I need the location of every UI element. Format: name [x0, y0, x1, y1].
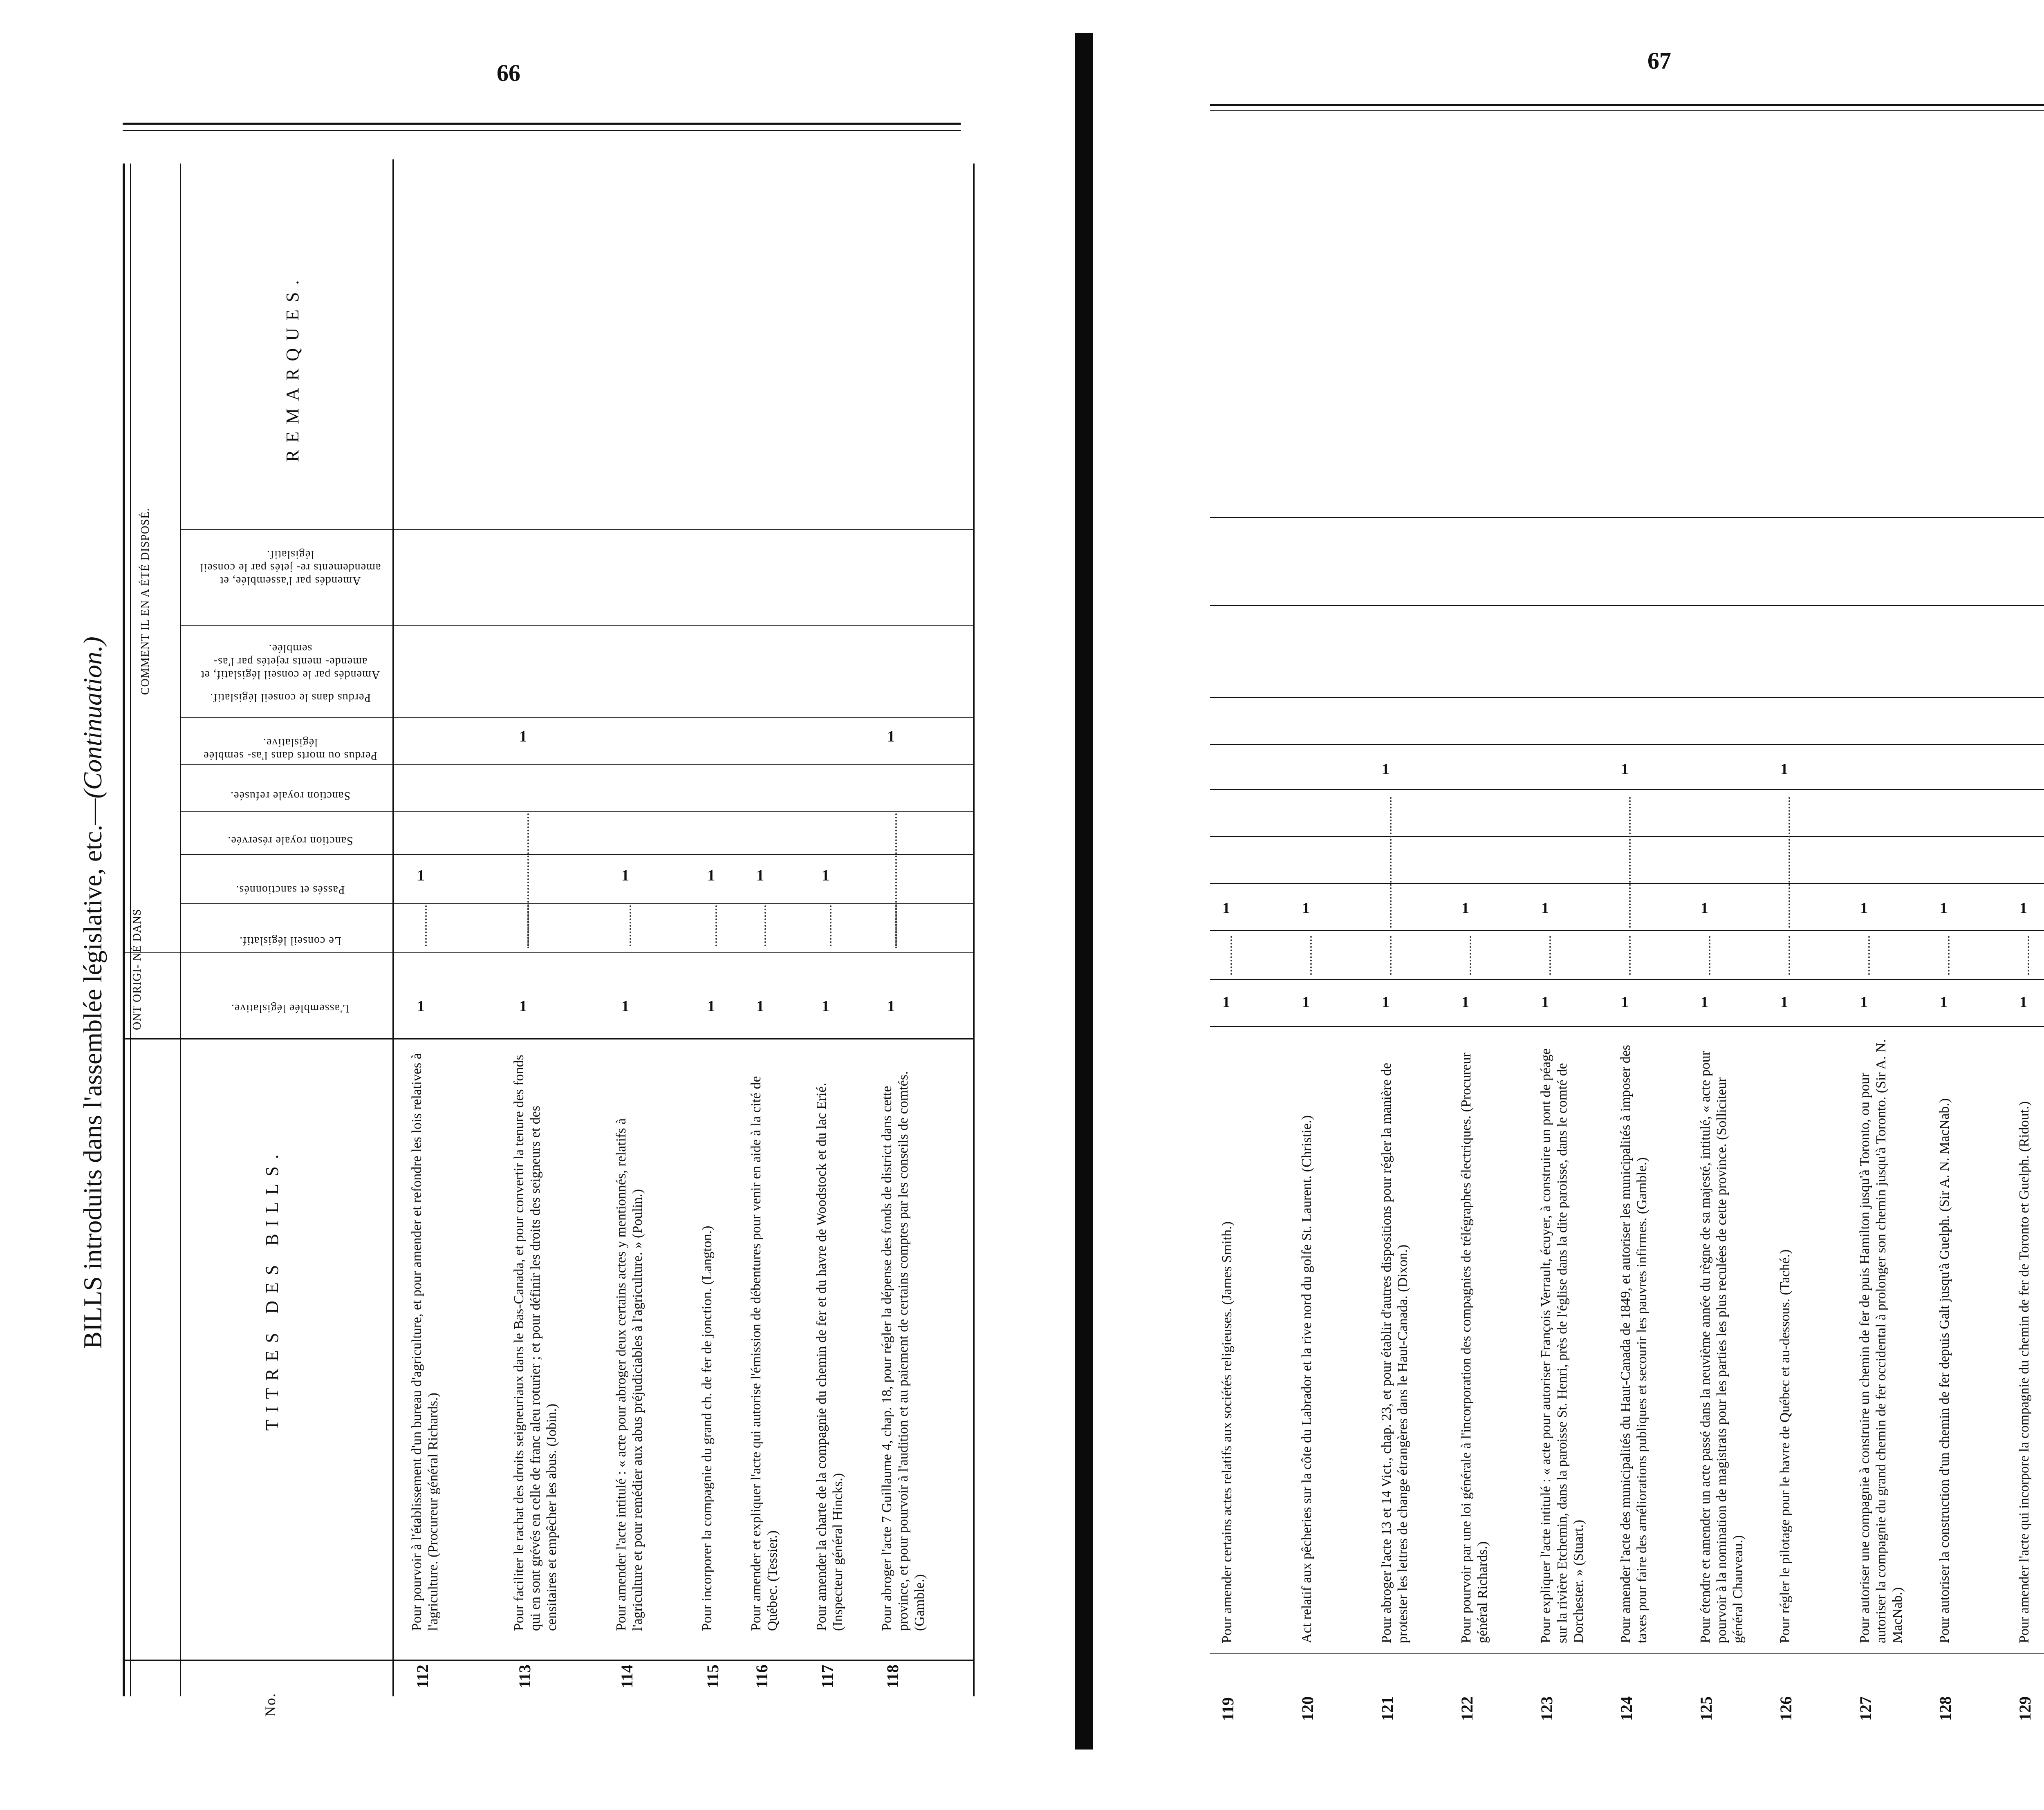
titles-col-divider	[123, 1038, 975, 1039]
row-number: 126	[1777, 1696, 1795, 1721]
dots-conseil	[830, 905, 831, 946]
mark-passes: 1	[621, 867, 629, 884]
right-col-line-8	[1210, 979, 2044, 980]
mark-assemblee: 1	[1780, 994, 1788, 1011]
mark-perdus: 1	[1382, 761, 1390, 778]
mark-perdus: 1	[519, 728, 527, 745]
col-line-8	[180, 529, 975, 530]
dots-conseil	[1868, 936, 1870, 975]
page-title-left: BILLS introduits dans l'assemblée législative, etc.—(Continuation.)	[78, 636, 107, 1349]
header-perdus-assemblee: Perdus ou morts dans l'as- semblée législative.	[203, 736, 377, 762]
row-title: Pour pourvoir à l'établissement d'un bureau d'agriculture, et pour amender et refondre les lois relatives à l'agriculture. (Procureur général Richards.)	[409, 1053, 441, 1631]
col-line-6	[180, 717, 975, 718]
table-right-edge	[973, 164, 975, 1696]
mark-assemblee: 1	[417, 998, 425, 1015]
row-number: 112	[413, 1664, 432, 1688]
col-line-7	[180, 625, 975, 626]
row-number: 114	[618, 1664, 636, 1688]
header-col-divider	[180, 164, 181, 1696]
dots-passes	[1629, 797, 1631, 928]
row-number: 129	[2016, 1696, 2034, 1721]
mark-passes: 1	[1860, 900, 1868, 917]
dots-conseil	[715, 905, 717, 946]
right-col-line-2	[1210, 697, 2044, 698]
mark-assemblee: 1	[2019, 994, 2027, 1011]
row-number: 113	[515, 1664, 534, 1688]
mark-passes: 1	[822, 867, 829, 884]
dots-passes	[895, 813, 897, 948]
col-line-1	[123, 952, 975, 953]
row-number: 120	[1298, 1696, 1317, 1721]
dots-conseil	[425, 905, 427, 946]
header-perdus-conseil: Perdus dans le conseil législatif.	[209, 691, 371, 704]
col-line-4	[180, 811, 975, 812]
mark-passes: 1	[1541, 900, 1549, 917]
header-sanction-refusee: Sanction royale refusée.	[230, 789, 350, 802]
table-left-border	[123, 164, 125, 1696]
header-conseil: Le conseil législatif.	[239, 934, 341, 947]
row-title: Pour autoriser une compagnie à construire un chemin de fer de puis Hamilton jusqu'à Toronto, ou pour autoriser la compagnie du grand chemin de fer occidental à prolonger son chemin jusqu'à Toronto. (Sir A. N. MacNab.)	[1857, 1039, 1905, 1643]
mark-assemblee: 1	[1541, 994, 1549, 1011]
page-number-right: 67	[1647, 47, 1671, 74]
dots-conseil	[1230, 936, 1232, 975]
right-col-line-1	[1210, 605, 2044, 606]
row-number: 122	[1458, 1696, 1476, 1721]
mark-assemblee: 1	[707, 998, 715, 1015]
mark-assemblee: 1	[1222, 994, 1230, 1011]
right-col-line-5	[1210, 836, 2044, 837]
row-number: 121	[1378, 1696, 1396, 1721]
row-title: Act relatif aux pêcheries sur la côte du Labrador et la rive nord du golfe St. Laurent. (Christie.)	[1299, 1115, 1314, 1643]
right-col-line-3	[1210, 744, 2044, 745]
dots-conseil	[1788, 936, 1790, 975]
row-number: 124	[1617, 1696, 1636, 1721]
header-amendes-assemblee: Amendés par l'assemblée, et amendements re- jetés par le conseil législatif.	[199, 548, 381, 587]
row-number: 128	[1936, 1696, 1954, 1721]
dots-passes	[1390, 797, 1392, 928]
mark-assemblee: 1	[1701, 994, 1708, 1011]
mark-assemblee: 1	[1940, 994, 1948, 1011]
page-gutter	[1075, 33, 1093, 1750]
dots-passes	[527, 813, 529, 948]
row-number: 116	[753, 1664, 771, 1688]
row-title: Pour autoriser la construction d'un chemin de fer depuis Galt jusqu'à Guelph. (Sir A. N. MacNab.)	[1937, 1098, 1952, 1643]
row-title: Pour amender certains actes relatifs aux sociétés religieuses. (James Smith.)	[1219, 1221, 1235, 1643]
right-col-line-6	[1210, 883, 2044, 884]
top-rule-right-2	[1210, 110, 2044, 111]
row-title: Pour amender l'acte qui incorpore la compagnie du chemin de fer de Toronto et Guelph. (Ridout.)	[2017, 1101, 2032, 1643]
header-bottom-line	[392, 159, 394, 1696]
row-title: Pour abroger l'acte 13 et 14 Vict., chap. 23, et pour établir d'autres dispositions pour régler la manière de protester les lettres de change étrangères dans le Haut-Canada. (Dixon.)	[1379, 1062, 1410, 1643]
dots-conseil	[2028, 936, 2029, 975]
row-number: 125	[1697, 1696, 1715, 1721]
row-title: Pour amender l'acte des municipalités du Haut-Canada de 1849, et autoriser les municipalités à imposer des taxes pour faire des améliorations publiques et secourir les pauvres infirmes. (Gamble.)	[1618, 1045, 1650, 1643]
right-col-line-4	[1210, 789, 2044, 790]
dots-conseil	[1549, 936, 1551, 975]
row-title: Pour amender l'acte intitulé : « acte pour abroger deux certains actes y mentionnés, relatifs à l'agriculture et pour remédier aux abus préjudiciables à l'agriculture. » (Poulin.)	[614, 1118, 645, 1631]
header-comment: COMMENT IL EN A ÉTÉ DISPOSÉ.	[139, 508, 152, 695]
mark-passes: 1	[1461, 900, 1469, 917]
no-col-divider	[123, 1660, 975, 1661]
dots-passes	[1788, 797, 1790, 928]
mark-assemblee: 1	[1621, 994, 1629, 1011]
mark-assemblee: 1	[756, 998, 764, 1015]
mark-passes: 1	[756, 867, 764, 884]
row-number: 119	[1219, 1697, 1237, 1721]
mark-passes: 1	[2019, 900, 2027, 917]
mark-passes: 1	[707, 867, 715, 884]
mark-perdus: 1	[887, 728, 895, 745]
right-col-line-7	[1210, 930, 2044, 931]
header-titres: TITRES DES BILLS.	[262, 1147, 282, 1431]
dots-conseil	[630, 905, 631, 946]
row-title: Pour expliquer l'acte intitulé : « acte pour autoriser François Verrault, écuyer, à construire un pont de péage sur la rivière Etchemin, dans la paroisse St. Henri, près de l'église dans la dite paroisse, dans le comté de Dorchester. » (Stuart.)	[1538, 1048, 1586, 1643]
mark-passes: 1	[1222, 900, 1230, 917]
row-title: Pour pourvoir par une loi générale à l'incorporation des compagnies de télégraphes électriques. (Procureur général Richards.)	[1459, 1053, 1490, 1643]
dots-conseil	[1390, 936, 1392, 975]
col-line-3	[180, 854, 975, 855]
header-amendes-conseil: Amendés par le conseil législatif, et amende- ments rejetés par l'as- semblée.	[200, 642, 380, 681]
row-title: Pour étendre et amender un acte passé dans la neuvième année du règne de sa majesté, intitulé, « acte pour pourvoir à la nomination de magistrats pour les parties les plus reculées de cette province. (Solliciteur général Chauveau.)	[1698, 1051, 1746, 1643]
row-number: 118	[883, 1664, 902, 1688]
row-number: 115	[704, 1664, 722, 1688]
dots-conseil	[1629, 936, 1631, 975]
row-number: 123	[1537, 1696, 1556, 1721]
mark-assemblee: 1	[1461, 994, 1469, 1011]
dots-conseil	[1948, 936, 1950, 975]
mark-assemblee: 1	[1302, 994, 1310, 1011]
right-titles-line	[1210, 1653, 2044, 1654]
mark-perdus: 1	[1780, 761, 1788, 778]
mark-assemblee: 1	[887, 998, 895, 1015]
dots-conseil	[1310, 936, 1312, 975]
row-title: Pour abroger l'acte 7 Guillaume 4, chap. 18, pour régler la dépense des fonds de district dans cette province, et pour pourvoir à l'audition et au paiement de certains comptes par les conseils de comtés. (Gamble.)	[879, 1071, 927, 1631]
top-rule-left-2	[123, 130, 961, 131]
mark-passes: 1	[1701, 900, 1708, 917]
page-number-left: 66	[497, 60, 520, 86]
dots-conseil	[1470, 936, 1471, 975]
mark-assemblee: 1	[519, 998, 527, 1015]
header-assemblee: L'assemblée législative.	[231, 1002, 350, 1015]
col-line-2	[180, 903, 975, 904]
right-col-line-9	[1210, 1026, 2044, 1027]
mark-passes: 1	[1302, 900, 1310, 917]
row-title: Pour amender la charte de la compagnie du chemin de fer et du havre de Woodstock et du lac Erié. (Inspecteur général Hincks.)	[814, 1083, 845, 1631]
header-sanction-reservee: Sanction royale réservée.	[227, 834, 353, 847]
right-header-line	[1210, 517, 2044, 518]
header-ont-origine: ONT ORIGI- NÉ DANS	[131, 909, 143, 1030]
mark-assemblee: 1	[621, 998, 629, 1015]
row-title: Pour amender et expliquer l'acte qui autorise l'émission de débentures pour venir en aide à la cité de Québec. (Tessier.)	[749, 1076, 780, 1631]
row-title: Pour incorporer la compagnie du grand ch. de fer de jonction. (Langton.)	[699, 1225, 715, 1631]
row-title: Pour faciliter le rachat des droits seigneuriaux dans le Bas-Canada, et pour convertir la tenure des fonds qui en sont grévés en celle de franc aleu roturier ; et pour définir les droits des seigneurs et des censitaires et empêcher les abus. (Jobin.)	[511, 1055, 559, 1631]
top-rule-left	[123, 123, 961, 125]
header-passes: Passés et sanctionnés.	[235, 883, 345, 896]
header-no: No.	[262, 1693, 278, 1717]
mark-assemblee: 1	[1860, 994, 1868, 1011]
mark-assemblee: 1	[1382, 994, 1390, 1011]
dots-conseil	[764, 905, 766, 946]
mark-passes: 1	[417, 867, 425, 884]
header-remarques: REMARQUES.	[282, 273, 303, 462]
row-number: 127	[1856, 1696, 1875, 1721]
mark-passes: 1	[1940, 900, 1948, 917]
col-line-5	[180, 764, 975, 765]
dots-conseil	[1709, 936, 1710, 975]
mark-perdus: 1	[1621, 761, 1629, 778]
row-title: Pour régler le pilotage pour le havre de Québec et au-dessous. (Taché.)	[1777, 1249, 1793, 1643]
mark-assemblee: 1	[822, 998, 829, 1015]
top-rule-right	[1210, 104, 2044, 106]
row-number: 117	[818, 1664, 836, 1688]
